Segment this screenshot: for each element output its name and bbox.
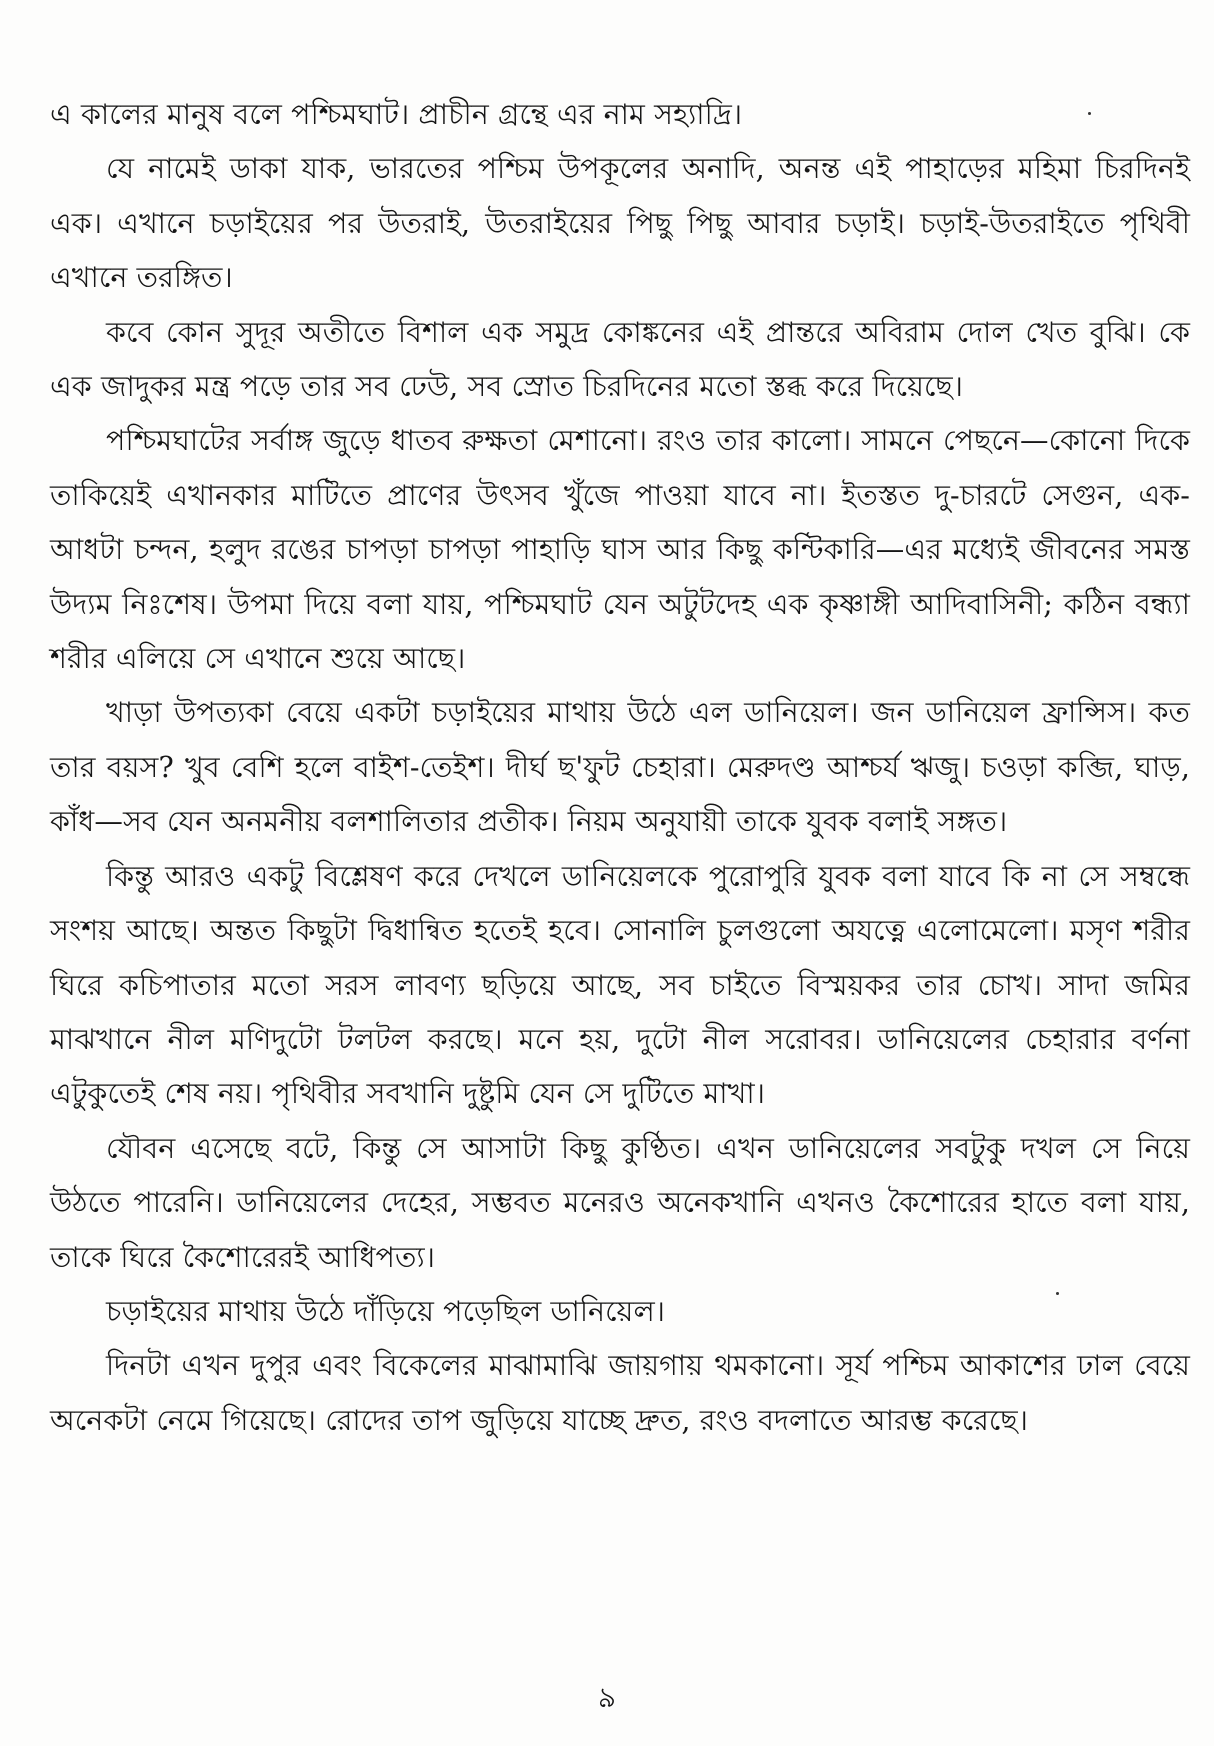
paragraph-3: কবে কোন সুদূর অতীতে বিশাল এক সমুদ্র কোঙ্কনের এই প্রান্তরে অবিরাম দোল খেত বুঝি। কে এক জাদুকর মন্ত্র পড়ে তার সব ঢেউ, সব স্রোত চিরদিনের মতো স্তব্ধ করে দিয়েছে। [50,315,1190,404]
paragraph-9: দিনটা এখন দুপুর এবং বিকেলের মাঝামাঝি জায়গায় থমকানো। সূর্য পশ্চিম আকাশের ঢাল বেয়ে অনেকটা নেমে গিয়েছে। রোদের তাপ জুড়িয়ে যাচ্ছে দ্রুত, রংও বদলাতে আরম্ভ করেছে। [50,1349,1190,1437]
page-number: ৯ [597,1681,617,1714]
body-text [50,88,1190,1448]
paragraph-6: কিন্তু আরও একটু বিশ্লেষণ করে দেখলে ডানিয়েলকে পুরোপুরি যুবক বলা যাবে কি না সে সম্বন্ধে সংশয় আছে। অন্তত কিছুটা দ্বিধান্বিত হতেই হবে। সোনালি চুলগুলো অযত্নে এলোমেলো। মসৃণ শরীর ঘিরে কচিপাতার মতো সরস লাবণ্য ছড়িয়ে আছে, সব চাইতে বিস্ময়কর তার চোখ। সাদা জমির মাঝখানে নীল মণিদুটো টলটল করছে। মনে হয়, দুটো নীল সরোবর। ডানিয়েলের চেহারার বর্ণনা এটুকুতেই শেষ নয়। পৃথিবীর সবখানি দুষ্টুমি যেন সে দুটিতে মাখা। [50,859,1190,1111]
paragraph-5: খাড়া উপত্যকা বেয়ে একটা চড়াইয়ের মাথায় উঠে এল ডানিয়েল। জন ডানিয়েল ফ্রান্সিস। কত তার বয়স? খুব বেশি হলে বাইশ-তেইশ। দীর্ঘ ছ'ফুট চেহারা। মেরুদণ্ড আশ্চর্য ঋজু। চওড়া কব্জি, ঘাড়, কাঁধ—সব যেন অনমনীয় বলশালিতার প্রতীক। নিয়ম অনুযায়ী তাকে যুবক বলাই সঙ্গত। [50,696,1190,839]
print-speck [1056,1292,1059,1295]
paragraph-7: যৌবন এসেছে বটে, কিন্তু সে আসাটা কিছু কুণ্ঠিত। এখন ডানিয়েলের সবটুকু দখল সে নিয়ে উঠতে পারেনি। ডানিয়েলের দেহের, সম্ভবত মনেরও অনেকখানি এখনও কৈশোরের হাতে বলা যায়, তাকে ঘিরে কৈশোরেরই আধিপত্য। [50,1131,1190,1274]
paragraph-1: এ কালের মানুষ বলে পশ্চিমঘাট। প্রাচীন গ্রন্থে এর নাম সহ্যাদ্রি। [50,98,743,131]
paragraph-4: পশ্চিমঘাটের সর্বাঙ্গ জুড়ে ধাতব রুক্ষতা মেশানো। রংও তার কালো। সামনে পেছনে—কোনো দিকে তাকিয়েই এখানকার মাটিতে প্রাণের উৎসব খুঁজে পাওয়া যাবে না। ইতস্তত দু-চারটে সেগুন, এক-আধটা চন্দন, হলুদ রঙের চাপড়া চাপড়া পাহাড়ি ঘাস আর কিছু কন্টিকারি—এর মধ্যেই জীবনের সমস্ত উদ্যম নিঃশেষ। উপমা দিয়ে বলা যায়, পশ্চিমঘাট যেন অটুটদেহ এক কৃষ্ণাঙ্গী আদিবাসিনী; কঠিন বন্ধ্যা শরীর এলিয়ে সে এখানে শুয়ে আছে। [50,424,1190,676]
paragraph-2: যে নামেই ডাকা যাক, ভারতের পশ্চিম উপকূলের অনাদি, অনন্ত এই পাহাড়ের মহিমা চিরদিনই এক। এখানে চড়াইয়ের পর উতরাই, উতরাইয়ের পিছু পিছু আবার চড়াই। চড়াই-উতরাইতে পৃথিবী এখানে তরঙ্গিত। [50,152,1190,295]
print-speck [1088,112,1091,115]
paragraph-8: চড়াইয়ের মাথায় উঠে দাঁড়িয়ে পড়েছিল ডানিয়েল। [106,1294,666,1328]
